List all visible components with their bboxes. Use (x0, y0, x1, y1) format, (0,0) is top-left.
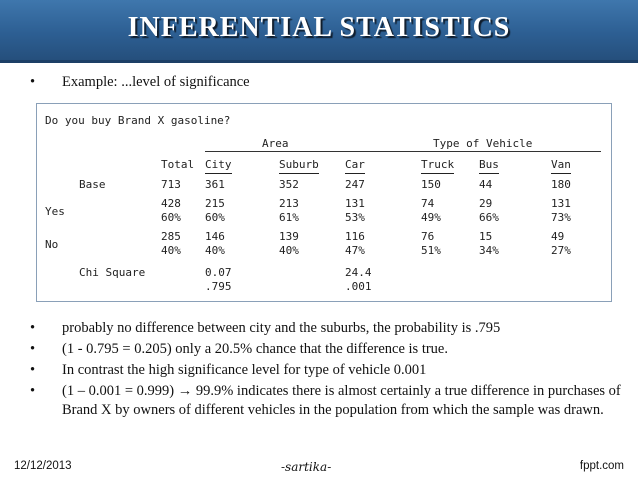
footer-date: 12/12/2013 (14, 460, 72, 472)
bullet-dot-icon: • (30, 341, 36, 357)
example-text: Example: ...level of significance (62, 74, 250, 90)
footer-site-link[interactable]: fppt.com (579, 460, 624, 472)
bullet-dot-icon: • (30, 74, 36, 90)
row-label-chi-square: Chi Square (79, 266, 146, 279)
base-bus: 44 (479, 178, 493, 191)
col-header-total: Total (161, 158, 195, 171)
col-header-suburb: Suburb (279, 158, 319, 174)
yes-city-count: 215 (205, 197, 225, 210)
no-bus-count: 15 (479, 230, 493, 243)
group-header-area: Area (262, 137, 289, 150)
col-header-van: Van (551, 158, 571, 174)
no-van-percent: 27% (551, 244, 571, 257)
base-van: 180 (551, 178, 571, 191)
slide-title: INFERENTIAL STATISTICS (127, 12, 511, 43)
yes-car-count: 131 (345, 197, 365, 210)
no-suburb-percent: 40% (279, 244, 299, 257)
chi-vehicle-probability: .001 (345, 280, 372, 293)
vehicle-header-rule (345, 151, 601, 152)
no-truck-percent: 51% (421, 244, 441, 257)
bullet-dot-icon: • (30, 320, 36, 336)
yes-total-percent: 60% (161, 211, 181, 224)
no-van-count: 49 (551, 230, 565, 243)
yes-city-percent: 60% (205, 211, 225, 224)
yes-van-count: 131 (551, 197, 571, 210)
no-bus-percent: 34% (479, 244, 499, 257)
yes-suburb-count: 213 (279, 197, 299, 210)
yes-van-percent: 73% (551, 211, 571, 224)
bullet-text: probably no difference between city and the suburbs, the probability is .795 (62, 320, 501, 336)
yes-suburb-percent: 61% (279, 211, 299, 224)
yes-car-percent: 53% (345, 211, 365, 224)
yes-bus-count: 29 (479, 197, 493, 210)
row-label-yes: Yes (45, 205, 65, 218)
no-city-percent: 40% (205, 244, 225, 257)
no-total-percent: 40% (161, 244, 181, 257)
base-total: 713 (161, 178, 181, 191)
chi-vehicle-value: 24.4 (345, 266, 372, 279)
no-car-count: 116 (345, 230, 365, 243)
base-city: 361 (205, 178, 225, 191)
bullet-dot-icon: • (30, 383, 36, 399)
base-car: 247 (345, 178, 365, 191)
yes-total-count: 428 (161, 197, 181, 210)
group-header-vehicle: Type of Vehicle (433, 137, 533, 150)
col-header-truck: Truck (421, 158, 454, 174)
chi-area-probability: .795 (205, 280, 232, 293)
no-total-count: 285 (161, 230, 181, 243)
row-label-base: Base (79, 178, 106, 191)
bullet-text: In contrast the high significance level for type of vehicle 0.001 (62, 362, 427, 378)
yes-truck-percent: 49% (421, 211, 441, 224)
table-question: Do you buy Brand X gasoline? (45, 114, 231, 127)
base-truck: 150 (421, 178, 441, 191)
no-city-count: 146 (205, 230, 225, 243)
col-header-bus: Bus (479, 158, 499, 174)
no-suburb-count: 139 (279, 230, 299, 243)
base-suburb: 352 (279, 178, 299, 191)
crosstab-table (36, 103, 612, 302)
yes-truck-count: 74 (421, 197, 435, 210)
no-car-percent: 47% (345, 244, 365, 257)
footer-author: -sartika- (281, 460, 332, 474)
bullet-dot-icon: • (30, 362, 36, 378)
row-label-no: No (45, 238, 59, 251)
bullet-text: (1 – 0.001 = 0.999) → 99.9% indicates there is almost certainly a true difference in purchases of Brand X by owners of different vehicles in the population from which the sample was drawn. (62, 383, 621, 418)
no-truck-count: 76 (421, 230, 435, 243)
banner-divider (0, 60, 638, 63)
chi-area-value: 0.07 (205, 266, 232, 279)
col-header-city: City (205, 158, 232, 174)
bullet-text: (1 - 0.795 = 0.205) only a 20.5% chance that the difference is true. (62, 341, 448, 357)
yes-bus-percent: 66% (479, 211, 499, 224)
col-header-car: Car (345, 158, 365, 174)
